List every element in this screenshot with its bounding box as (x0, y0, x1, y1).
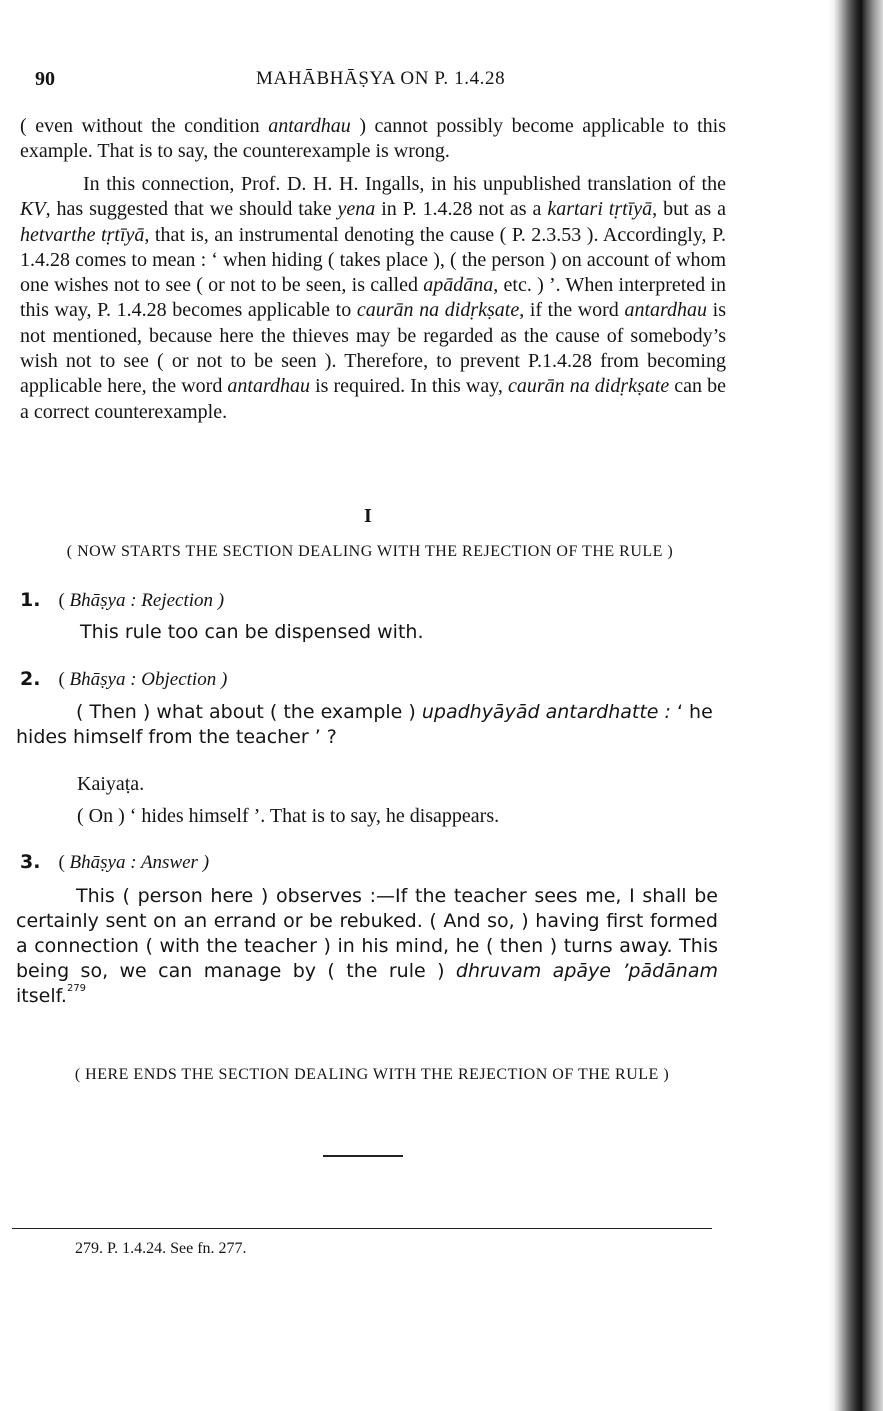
running-title: MAHĀBHĀṢYA ON P. 1.4.28 (256, 68, 506, 89)
footnote-rule (12, 1228, 712, 1229)
item-2-text: ( Then ) what about ( the example ) upadhyāyād antardhatte : ‘ he hides himself from the teacher ’ ? (16, 701, 713, 748)
item-number: 3. (20, 851, 41, 873)
item-3-heading (20, 850, 209, 875)
section-numeral: I (364, 505, 372, 527)
item-label: ( Bhāṣya : Rejection ) (58, 590, 225, 611)
section-end-note: ( HERE ENDS THE SECTION DEALING WITH THE REJECTION OF THE RULE ) (74, 1066, 670, 1083)
paragraph-continuation: ( even without the condition antardhau ) cannot possibly become applicable to this example. That is to say, the counterexample is wrong. (20, 115, 727, 163)
footnote-279: 279. P. 1.4.24. See fn. 277. (75, 1240, 247, 1257)
section-start-note: ( NOW STARTS THE SECTION DEALING WITH THE REJECTION OF THE RULE ) (66, 543, 674, 560)
item-3-text: This ( person here ) observes :—If the teacher sees me, I shall be certainly sent on an errand or be rebuked. ( And so, ) having first formed a connection ( with the teacher ) in his mind, he ( then ) turns away. This being so, we can manage by ( the rule ) dhruvam apāye ’pādānam itself.$^{279}$ (16, 885, 719, 1007)
binding-shadow (828, 0, 883, 1411)
commentator-name: Kaiyaṭa. (77, 773, 145, 795)
item-label: ( Bhāṣya : Answer ) (58, 852, 210, 873)
item-number: 1. (20, 589, 41, 611)
commentator-comment: ( On ) ‘ hides himself ’. That is to say, he disappears. (77, 805, 500, 827)
page-number: 90 (35, 68, 55, 90)
item-1-text: This rule too can be dispensed with. (80, 621, 424, 643)
paragraph-ingalls-note: In this connection, Prof. D. H. H. Ingalls, in his unpublished translation of the KV, has suggested that we should take yena in P. 1.4.28 not as a kartari tṛtīyā, but as a hetvarthe tṛtīyā, that is, an instrumental denoting the cause ( P. 2.3.53 ). Accordingly, P. 1.4.28 comes to mean : ‘ when hiding ( takes place ), ( the person ) on account of whom one wishes not to see ( or not to be seen, is called apādāna, etc. ) ’. When interpreted in this way, P. 1.4.28 becomes applicable to caurān na didṛkṣate, if the word antardhau is not mentioned, because here the thieves may be regarded as the cause of somebody’s wish not to see ( or not to be seen ). Therefore, to prevent P.1.4.28 from becoming applicable here, the word antardhau is required. In this way, caurān na didṛkṣate can be a correct counterexample. (20, 173, 727, 423)
item-number: 2. (20, 668, 41, 690)
section-separator (323, 1155, 403, 1157)
item-1-heading (20, 588, 224, 613)
item-label: ( Bhāṣya : Objection ) (58, 669, 228, 690)
item-2-heading (20, 667, 227, 692)
